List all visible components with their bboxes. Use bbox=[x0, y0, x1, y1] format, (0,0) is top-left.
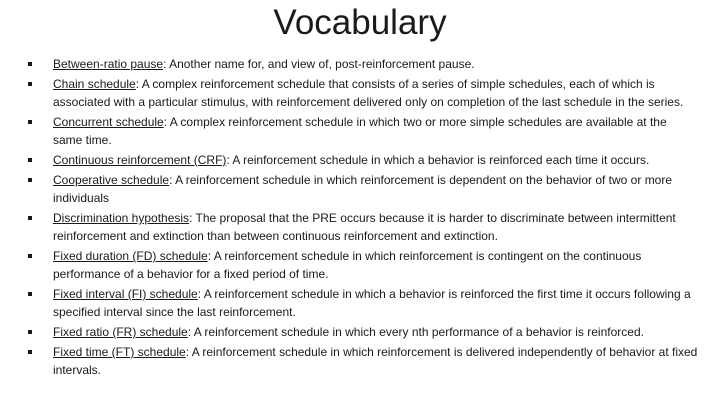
term-definition: : A reinforcement schedule in which reinforcement is dependent on the behavior of two or more individuals bbox=[53, 173, 673, 205]
bullet-icon bbox=[28, 292, 32, 296]
term-definition: : A complex reinforcement schedule in which two or more simple schedules are available at the same time. bbox=[53, 115, 667, 147]
slide-title: Vocabulary bbox=[273, 3, 447, 42]
list-item bbox=[23, 247, 699, 283]
term-label: Cooperative schedule bbox=[53, 173, 170, 187]
term-label: Continuous reinforcement (CRF) bbox=[53, 153, 227, 167]
term-label: Fixed interval (FI) schedule bbox=[53, 287, 198, 301]
bullet-icon bbox=[28, 216, 32, 220]
term-definition: : Another name for, and view of, post-reinforcement pause. bbox=[163, 57, 475, 71]
term-label: Fixed duration (FD) schedule bbox=[53, 249, 208, 263]
list-item bbox=[23, 75, 699, 111]
list-item bbox=[23, 323, 699, 341]
term-label: Chain schedule bbox=[53, 77, 136, 91]
term-definition: : A reinforcement schedule in which reinforcement is delivered independently of behavior at fixed intervals. bbox=[53, 345, 698, 377]
term-label: Concurrent schedule bbox=[53, 115, 164, 129]
list-item bbox=[23, 171, 699, 207]
term-definition: : A reinforcement schedule in which a behavior is reinforced the first time it occurs following a specified interval since the last reinforcement. bbox=[53, 287, 691, 319]
term-definition: : A complex reinforcement schedule that consists of a series of simple schedules, each of which is associated with a particular stimulus, with reinforcement delivered only on completion of the last schedule in the series. bbox=[53, 77, 684, 109]
term-label: Discrimination hypothesis bbox=[53, 211, 190, 225]
bullet-icon bbox=[28, 178, 32, 182]
term-definition: : A reinforcement schedule in which a behavior is reinforced each time it occurs. bbox=[226, 153, 650, 167]
list-item bbox=[23, 285, 699, 321]
term-label: Fixed ratio (FR) schedule bbox=[53, 325, 188, 339]
term-definition: : The proposal that the PRE occurs because it is harder to discriminate between intermittent reinforcement and extinction than between continuous reinforcement and extinction. bbox=[53, 211, 676, 243]
bullet-icon bbox=[28, 62, 32, 66]
bullet-icon bbox=[28, 254, 32, 258]
bullet-icon bbox=[28, 120, 32, 124]
list-item bbox=[23, 113, 699, 149]
term-definition: : A reinforcement schedule in which reinforcement is contingent on the continuous performance of a behavior for a fixed period of time. bbox=[53, 249, 642, 281]
term-label: Fixed time (FT) schedule bbox=[53, 345, 186, 359]
bullet-icon bbox=[28, 350, 32, 354]
list-item bbox=[23, 209, 699, 245]
vocabulary-list bbox=[23, 55, 699, 381]
list-item bbox=[23, 343, 699, 379]
bullet-icon bbox=[28, 330, 32, 334]
list-item bbox=[23, 55, 699, 73]
list-item bbox=[23, 151, 699, 169]
bullet-icon bbox=[28, 82, 32, 86]
bullet-icon bbox=[28, 158, 32, 162]
term-label: Between-ratio pause bbox=[53, 57, 164, 71]
term-definition: : A reinforcement schedule in which every nth performance of a behavior is reinforced. bbox=[187, 325, 644, 339]
